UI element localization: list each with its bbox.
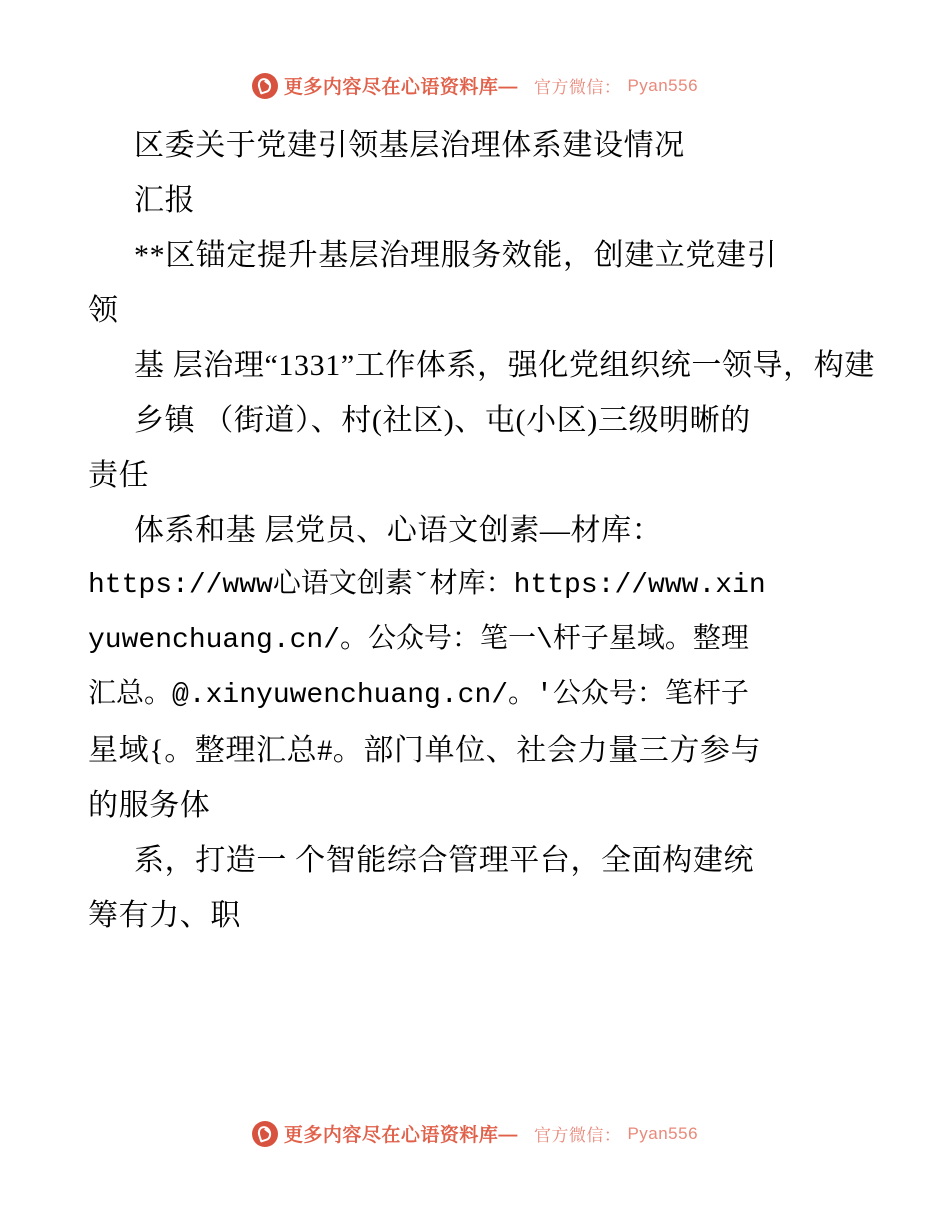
watermark-account-id: Pyan556 xyxy=(627,1123,699,1143)
paragraph-line-13: 筹有力、职 xyxy=(88,899,241,932)
document-title-line-1: 区委关于党建引领基层治理体系建设情况 xyxy=(134,129,685,162)
watermark-main-text: 更多内容尽在心语资料库— xyxy=(283,77,518,98)
paragraph-line-4: 乡镇 （街道）、村(社区)、屯(小区)三级明晰的 xyxy=(134,404,751,437)
paragraph-line-3: 基 层治理“1331”工作体系，强化党组织统一领导，构建 xyxy=(134,349,875,382)
watermark-top xyxy=(0,72,950,99)
watermark-main-text: 更多内容尽在心语资料库— xyxy=(283,1125,518,1146)
feather-circle-icon xyxy=(252,73,278,99)
paragraph-line-5: 责任 xyxy=(88,459,150,492)
watermark-bottom xyxy=(0,1120,950,1147)
watermark-sub-text: 官方微信： xyxy=(533,1126,622,1145)
paragraph-line-2: 领 xyxy=(88,294,119,327)
watermark-sub-text: 官方微信： xyxy=(533,78,622,97)
document-title-line-2: 汇报 xyxy=(134,184,196,217)
paragraph-line-12: 系，打造一 个智能综合管理平台，全面构建统 xyxy=(134,844,755,877)
paragraph-line-11: 的服务体 xyxy=(88,789,211,822)
paragraph-line-9: 汇总。@.xinyuwenchuang.cn/。′公众号：笔杆子 xyxy=(88,680,749,711)
paragraph-line-10: 星域{。整理汇总#。部门单位、社会力量三方参与 xyxy=(88,734,762,767)
document-text-body xyxy=(88,118,878,943)
paragraph-line-6: 体系和基 层党员、心语文创素—材库： xyxy=(134,514,663,547)
feather-circle-icon xyxy=(252,1121,278,1147)
paragraph-line-8: yuwenchuang.cn/。公众号：笔一\杆子星域。整理 xyxy=(88,625,749,656)
paragraph-line-1: **区锚定提升基层治理服务效能，创建立党建引 xyxy=(134,239,778,272)
watermark-account-id: Pyan556 xyxy=(627,75,699,95)
paragraph-line-7: https://www心语文创素ˇ材库：https://www.xin xyxy=(88,570,766,601)
